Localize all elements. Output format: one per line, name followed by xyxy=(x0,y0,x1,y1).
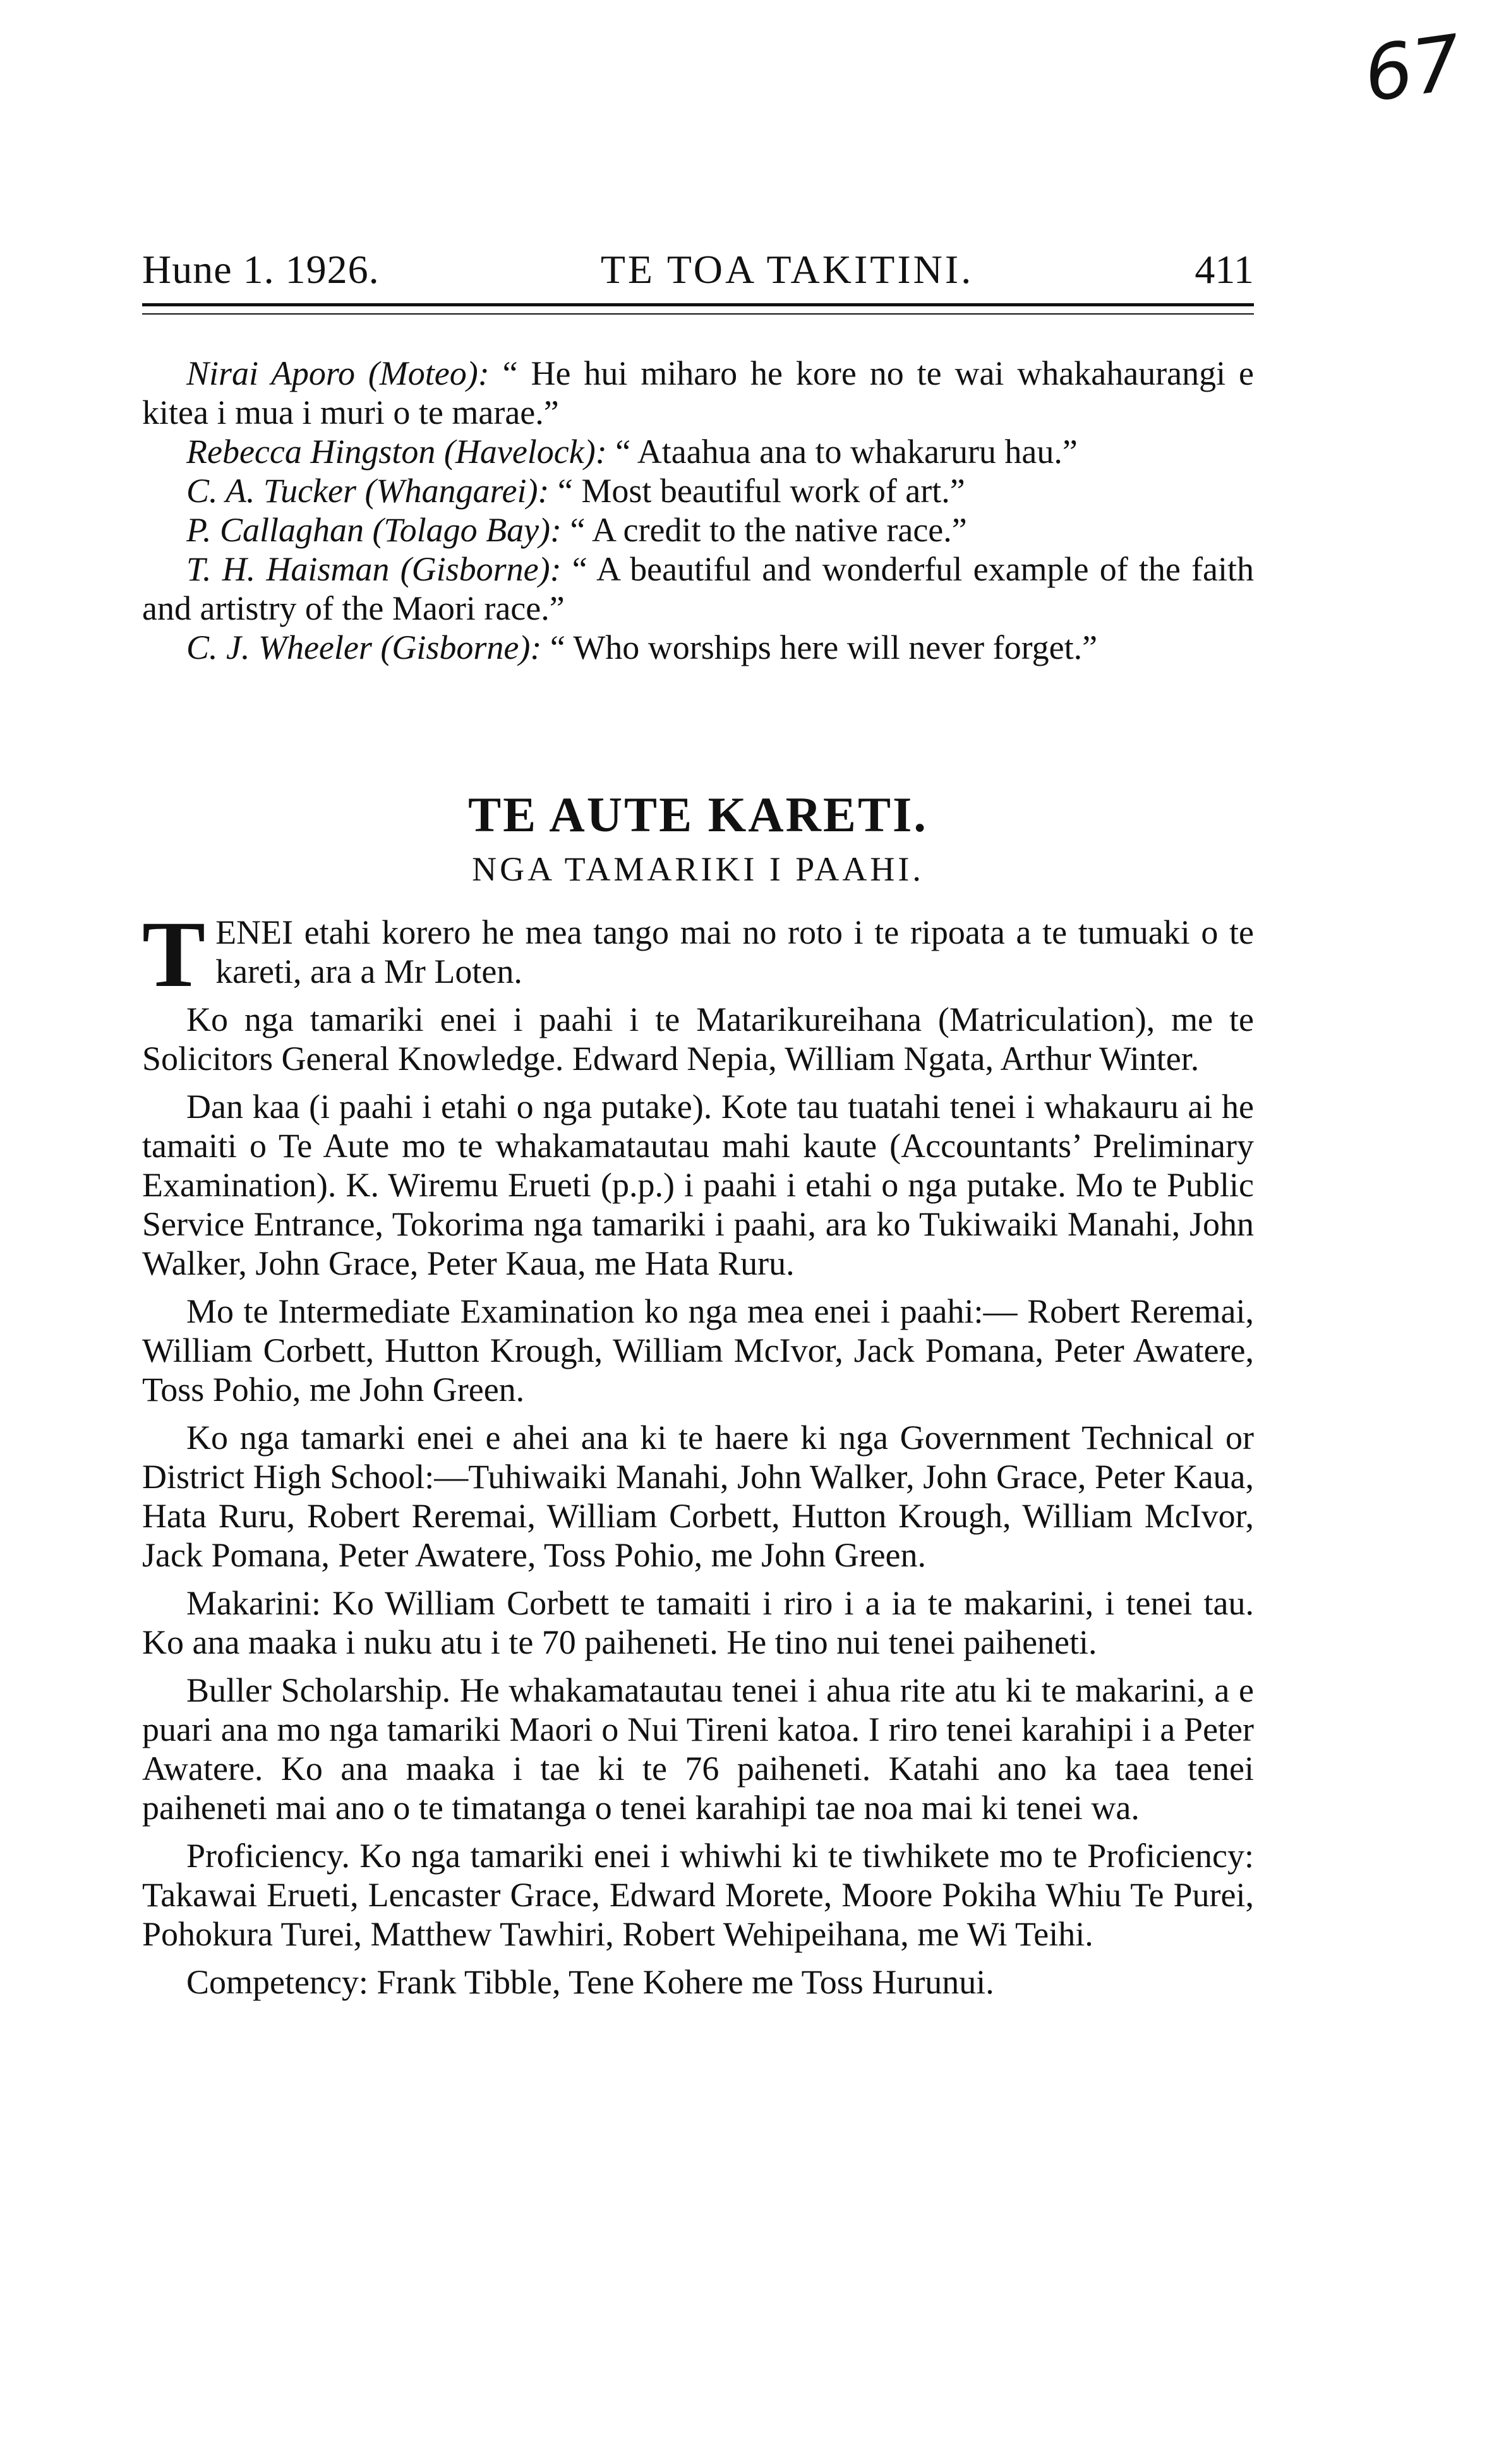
comment-text: “ Ataahua ana to whakaruru hau.” xyxy=(615,433,1078,471)
comment-author: C. J. Wheeler (Gisborne): xyxy=(186,628,542,666)
article-paragraph: Mo te Intermediate Examination ko nga mea enei i paahi:— Robert Reremai, William Corbett, Hutton Krough, William McIvor, Jack Pomana, Peter Awatere, Toss Pohio, me John Green. xyxy=(142,1292,1254,1409)
article-paragraph: Competency: Frank Tibble, Tene Kohere me Toss Hurunui. xyxy=(186,1963,994,2001)
comment-author: T. H. Haisman (Gisborne): xyxy=(186,550,562,588)
comment-text: “ He hui miharo he kore no te wai whakahaurangi e kitea i mua i muri o te marae.” xyxy=(142,354,1255,431)
comment xyxy=(142,354,1254,432)
article-body xyxy=(142,902,1254,2010)
comment-text: “ Most beautiful work of art.” xyxy=(557,472,965,510)
comment-text: “ A credit to the native race.” xyxy=(570,511,967,549)
comment-text: “ Who worships here will never forget.” xyxy=(550,628,1098,666)
article-paragraph: Ko nga tamarki enei e ahei ana ki te haere ki nga Government Technical or District High School:—Tuhiwaiki Manahi, John Walker, John Grace, Peter Kaua, Hata Ruru, Robert Reremai, William Corbett, Hutton Krough, William McIvor, Jack Pomana, Peter Awatere, Toss Pohio, me John Green. xyxy=(142,1419,1254,1574)
header-rule xyxy=(142,313,1254,315)
handwritten-page-number: 67 xyxy=(1359,19,1467,119)
article-paragraph: Dan kaa (i paahi i etahi o nga putake). Kote tau tuatahi tenei i whakauru ai he tamaiti o Te Aute mo te whakamatautau mahi kaute (Accountants’ Preliminary Examination). K. Wiremu Erueti (p.p.) i paahi i etahi o nga putake. Mo te Public Service Entrance, Tokorima nga tamariki i paahi, ara ko Tukiwaiki Manahi, John Walker, John Grace, Peter Kaua, me Hata Ruru. xyxy=(142,1088,1254,1282)
comment xyxy=(142,510,1254,550)
visitor-comments xyxy=(142,354,1254,667)
header-date: Hune 1. 1926. xyxy=(142,247,380,292)
article-subtitle: NGA TAMARIKI I PAAHI. xyxy=(472,850,924,888)
article-title: TE AUTE KARETI. xyxy=(468,787,928,842)
running-header xyxy=(142,246,1254,306)
comment-author: Nirai Aporo (Moteo): xyxy=(186,354,490,392)
comment xyxy=(142,432,1254,471)
article-paragraph: Ko nga tamariki enei i paahi i te Matarikureihana (Matriculation), me te Solicitors General Knowledge. Edward Nepia, William Ngata, Arthur Winter. xyxy=(142,1001,1254,1078)
header-title: TE TOA TAKITINI. xyxy=(600,247,974,292)
paragraph-text: ENEI etahi korero he mea tango mai no roto i te ripoata a te tumuaki o te kareti, ara a Mr Loten. xyxy=(215,913,1254,990)
article-paragraph: Proficiency. Ko nga tamariki enei i whiwhi ki te tiwhikete mo te Proficiency: Takawai Erueti, Lencaster Grace, Edward Morete, Moore Pokiha Whiu Te Purei, Pohokura Turei, Matthew Tawhiri, Robert Wehipeihana, me Wi Teihi. xyxy=(142,1837,1254,1953)
article-paragraph: Makarini: Ko William Corbett te tamaiti i riro i a ia te makarini, i tenei tau. Ko ana maaka i nuku atu i te 70 paiheneti. He tino nui tenei paiheneti. xyxy=(142,1584,1254,1661)
comment xyxy=(142,471,1254,510)
article-paragraph xyxy=(142,902,1254,1007)
header-page-number: 411 xyxy=(1195,247,1254,292)
comment-author: P. Callaghan (Tolago Bay): xyxy=(186,511,562,549)
drop-cap: T xyxy=(142,902,206,1007)
comment-text: “ A beautiful and wonderful example of the faith and artistry of the Maori race.” xyxy=(142,550,1255,627)
comment xyxy=(142,628,1254,667)
comment-author: Rebecca Hingston (Havelock): xyxy=(186,433,607,471)
comment-author: C. A. Tucker (Whangarei): xyxy=(186,472,550,510)
comment xyxy=(142,550,1254,628)
article-paragraph: Buller Scholarship. He whakamatautau tenei i ahua rite atu ki te makarini, a e puari ana mo nga tamariki Maori o Nui Tireni katoa. I riro tenei karahipi i a Peter Awatere. Ko ana maaka i tae ki te 76 paiheneti. Katahi ano ka taea tenei paiheneti mai ano o te timatanga o tenei karahipi tae noa mai ki tenei wa. xyxy=(142,1671,1254,1827)
